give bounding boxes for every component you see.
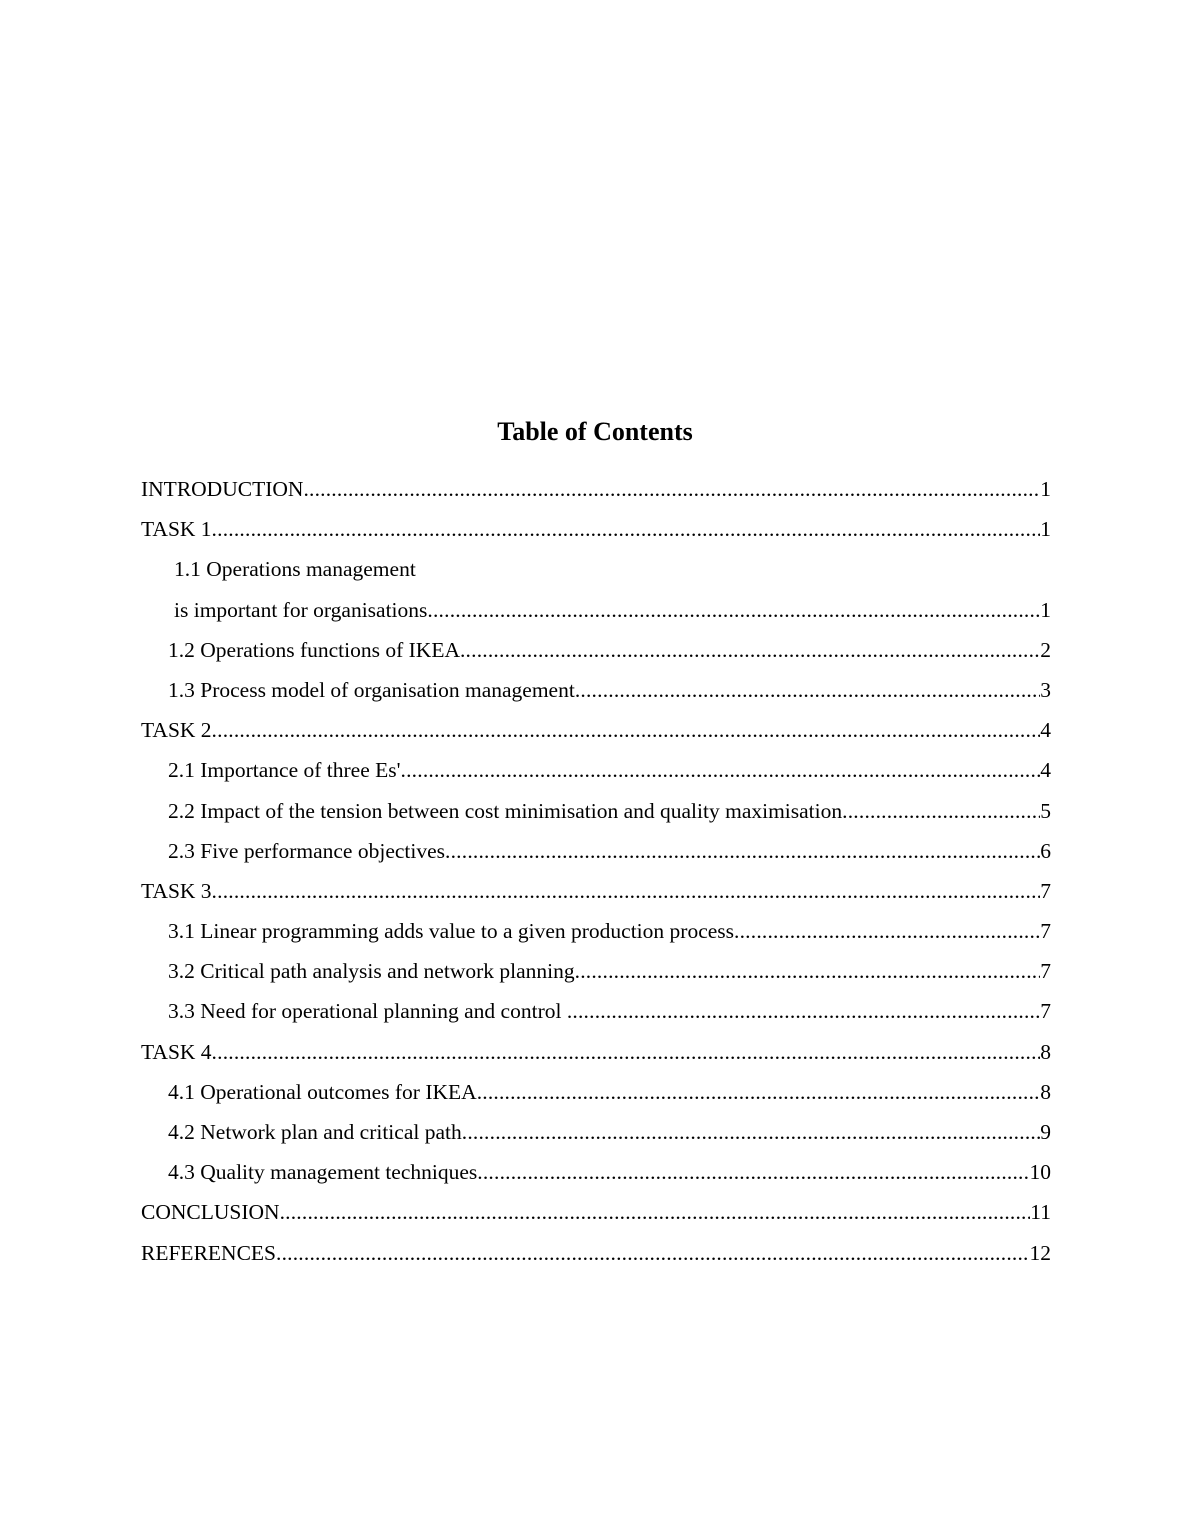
toc-dot-leader	[477, 1154, 1029, 1190]
toc-dot-leader	[567, 993, 1040, 1029]
toc-dot-leader	[477, 1074, 1041, 1110]
toc-entry-label: TASK 3	[141, 878, 212, 903]
toc-entry-conclusion[interactable]	[141, 1194, 1051, 1234]
toc-entry-page-number: 7	[1040, 959, 1051, 984]
toc-entry-3-3[interactable]	[141, 993, 1051, 1033]
toc-entry-label: TASK 1	[141, 517, 212, 542]
toc-entry-page-number: 8	[1040, 1079, 1051, 1104]
toc-entry-page-number: 3	[1040, 677, 1051, 702]
toc-entry-1-1-line-2[interactable]	[141, 592, 1051, 632]
toc-entry-references[interactable]	[141, 1235, 1051, 1275]
toc-entry-page-number: 12	[1029, 1240, 1051, 1265]
toc-entry-page-number: 5	[1040, 798, 1051, 823]
toc-entry-page-number: 4	[1040, 718, 1051, 743]
toc-entry-page-number: 1	[1040, 477, 1051, 501]
toc-entry-3-1[interactable]	[141, 913, 1051, 953]
toc-entry-1-3[interactable]	[141, 672, 1051, 712]
toc-entry-page-number: 4	[1040, 758, 1051, 783]
toc-entry-label: 2.1 Importance of three Es'	[168, 758, 401, 783]
toc-entry-label: 4.2 Network plan and critical path	[168, 1120, 462, 1144]
toc-entry-task-4[interactable]	[141, 1034, 1051, 1074]
toc-dot-leader	[303, 471, 1040, 507]
toc-entry-introduction[interactable]	[141, 471, 1051, 511]
toc-entry-2-3[interactable]	[141, 833, 1051, 873]
toc-entry-page-number: 7	[1040, 878, 1051, 903]
toc-dot-leader	[460, 632, 1040, 668]
toc-dot-leader	[427, 592, 1040, 628]
toc-entry-4-2[interactable]	[141, 1114, 1051, 1154]
toc-dot-leader	[445, 833, 1040, 869]
toc-dot-leader	[212, 1034, 1041, 1070]
toc-entry-page-number: 2	[1040, 637, 1051, 662]
toc-entry-page-number: 6	[1040, 838, 1051, 863]
toc-dot-leader	[276, 1235, 1030, 1271]
toc-entry-label: INTRODUCTION	[141, 477, 304, 501]
toc-entry-task-1[interactable]	[141, 511, 1051, 551]
toc-title: Table of Contents	[497, 417, 693, 446]
toc-dot-leader	[212, 873, 1041, 909]
toc-entry-page-number: 7	[1040, 999, 1051, 1024]
toc-entry-1-1-line-1[interactable]	[141, 551, 1051, 591]
toc-entry-label: 3.1 Linear programming adds value to a given production process	[168, 919, 735, 944]
toc-entry-page-number: 11	[1030, 1200, 1051, 1225]
toc-entry-label: 2.3 Five performance objectives	[168, 838, 446, 863]
toc-dot-leader	[212, 511, 1041, 547]
toc-entry-2-2[interactable]	[141, 793, 1051, 833]
toc-entry-label: TASK 4	[141, 1039, 212, 1064]
toc-entry-page-number: 10	[1029, 1160, 1051, 1185]
toc-entry-label: REFERENCES	[141, 1240, 276, 1265]
toc-entry-label: 4.3 Quality management techniques	[168, 1160, 478, 1185]
toc-entry-label: CONCLUSION	[141, 1200, 280, 1225]
toc-entry-page-number: 1	[1040, 517, 1051, 542]
toc-entry-label: is important for organisations	[174, 597, 428, 622]
toc-entry-label: 1.3 Process model of organisation management	[168, 677, 575, 702]
toc-entry-label: 1.2 Operations functions of IKEA	[168, 637, 460, 662]
toc-entry-label: TASK 2	[141, 718, 212, 743]
toc-entry-page-number: 8	[1040, 1039, 1051, 1064]
toc-dot-leader	[575, 953, 1041, 989]
toc-entry-page-number: 1	[1040, 597, 1051, 622]
toc-entry-task-2[interactable]	[141, 712, 1051, 752]
toc-entry-4-1[interactable]	[141, 1074, 1051, 1114]
toc-dot-leader	[842, 793, 1040, 829]
toc-dot-leader	[734, 913, 1040, 949]
toc-dot-leader	[462, 1114, 1041, 1150]
toc-dot-leader	[212, 712, 1041, 748]
toc-entry-page-number: 9	[1040, 1120, 1051, 1144]
table-of-contents	[141, 471, 1051, 1275]
toc-entry-page-number: 7	[1040, 919, 1051, 944]
toc-entry-task-3[interactable]	[141, 873, 1051, 913]
toc-entry-label: 3.3 Need for operational planning and control	[168, 999, 567, 1024]
toc-entry-4-3[interactable]	[141, 1154, 1051, 1194]
toc-entry-2-1[interactable]	[141, 752, 1051, 792]
toc-entry-label: 1.1 Operations management	[174, 557, 416, 582]
toc-entry-label: 4.1 Operational outcomes for IKEA	[168, 1079, 477, 1104]
toc-entry-label: 3.2 Critical path analysis and network planning	[168, 959, 575, 984]
toc-entry-label: 2.2 Impact of the tension between cost minimisation and quality maximisation	[168, 798, 843, 823]
toc-dot-leader	[401, 752, 1041, 788]
toc-dot-leader	[280, 1194, 1031, 1230]
toc-dot-leader	[575, 672, 1040, 708]
toc-entry-3-2[interactable]	[141, 953, 1051, 993]
toc-entry-1-2[interactable]	[141, 632, 1051, 672]
